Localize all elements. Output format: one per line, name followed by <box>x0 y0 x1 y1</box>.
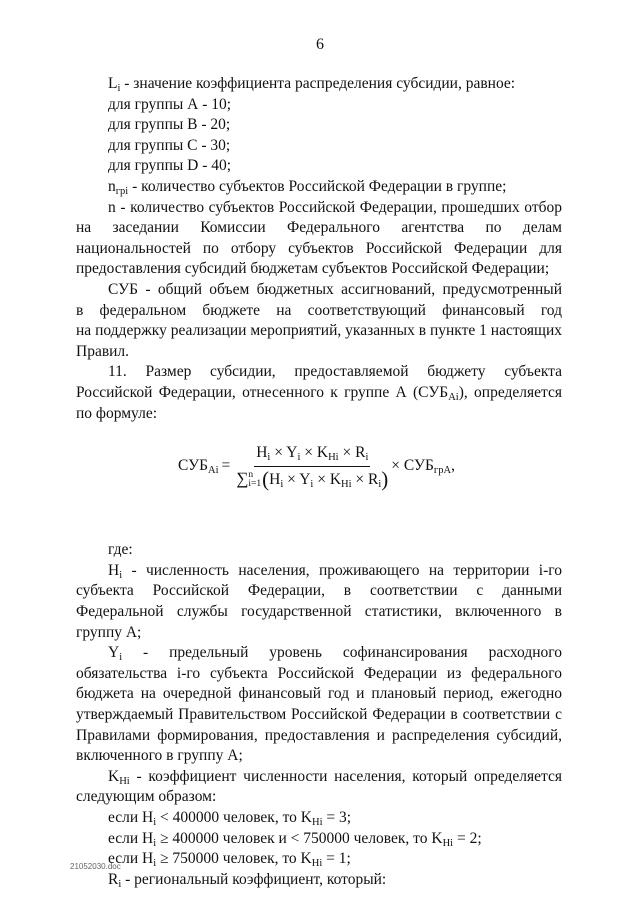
k-condition-3: если $H_i \ge 750000$ человек, то $K_{Hi} = 1$; <box>108 850 351 870</box>
formula-fraction <box>236 443 388 490</box>
n-definition: n - количество субъектов Российской Федерации, прошедших отбор на заседании Комиссии Федерального агентства по делам национальностей по отбору субъектов Российской Федерации для предоставления субсидий бюджетам субъектов Российской Федерации; <box>76 198 562 278</box>
formula-rhs: × $СУБ_{грА}$, <box>391 457 455 477</box>
sub-definition-line3: на поддержку реализации мероприятий, указанных в пункте 1 настоящих Правил. <box>76 322 562 360</box>
formula-equals: = <box>221 457 231 475</box>
k-definition: $K_{Hi}$ - коэффициент численности населения, который определяется следующим образом: <box>76 767 562 806</box>
subsidy-formula <box>178 443 562 490</box>
group-d-value: для группы D - 40; <box>108 157 232 175</box>
document-filename: 21052030.doc <box>70 862 121 871</box>
y-definition: $Y_i$ - предельный уровень софинансирования расходного обязательства i-го субъекта Российской Федерации из федерального бюджета на очередной финансовый год и плановый период, ежегодно утверждаемый Правительством Российской Федерации в соответствии с Правилами формирования, предоставления и распределения субсидий, включенного в группу А; <box>76 644 562 765</box>
document-body <box>76 74 562 890</box>
n-group-definition: $n_{грi}$ - количество субъектов Российской Федерации в группе; <box>108 177 507 197</box>
formula-lhs: $СУБ_{Ai}$ <box>178 457 219 477</box>
formula-numerator: $H_i \times Y_i \times K_{Hi} \times R_i$ <box>254 443 370 467</box>
paragraph-11-line3: по формуле: <box>76 404 158 422</box>
group-b-value: для группы B - 20; <box>108 116 231 134</box>
sub-definition-line1: СУБ - общий объем бюджетных ассигнований, предусмотренный <box>108 280 562 298</box>
h-definition: $H_i$ - численность населения, проживающего на территории i-го субъекта Российской Федерации, в соответствии с данными Федеральной службы государственной статистики, включенного в группу А; <box>76 561 562 641</box>
group-a-value: для группы А - 10; <box>108 95 232 113</box>
sub-definition-line2: в федеральном бюджете на соответствующий финансовый год <box>76 301 562 319</box>
group-c-value: для группы C - 30; <box>108 136 231 154</box>
l-definition: $L_i$ - значение коэффициента распределения субсидии, равное: <box>108 75 516 94</box>
where-label: где: <box>108 541 133 559</box>
formula-denominator: ∑ n i=1 $(H_i \times Y_i \times K_{Hi} \times R_i)$ <box>236 466 389 491</box>
k-condition-2: если $H_i \ge 400000$ человек и < 750000 человек, то $K_{Hi} = 2$; <box>108 829 482 849</box>
paragraph-11-line2: Российской Федерации, отнесенного к группе А $(СУБ_{Ai})$, определяется <box>76 383 562 403</box>
r-definition: $R_i$ - региональный коэффициент, который: <box>108 870 387 890</box>
page-number: 6 <box>316 36 324 53</box>
paragraph-11-line1: 11. Размер субсидии, предоставляемой бюджету субъекта <box>108 363 562 381</box>
k-condition-1: если $H_i < 400000$ человек, то $K_{Hi} = 3$; <box>108 809 352 828</box>
